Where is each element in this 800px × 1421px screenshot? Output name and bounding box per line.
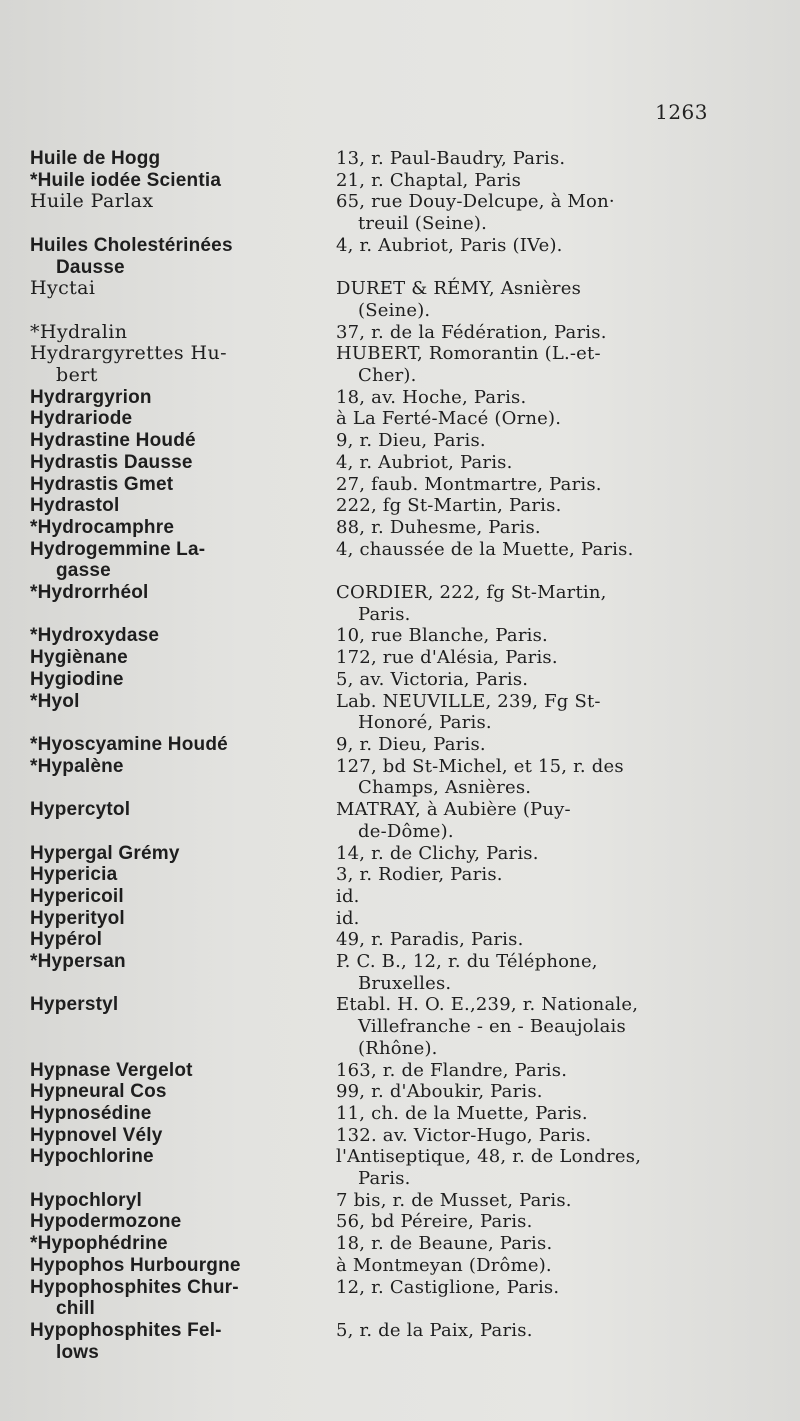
list-item (30, 669, 800, 691)
manufacturer-address (328, 1081, 702, 1103)
product-name-text: Huile Parlax (30, 190, 154, 213)
manufacturer-address (328, 994, 702, 1059)
product-name (30, 886, 328, 908)
product-name-continuation: bert (56, 364, 98, 387)
manufacturer-address (328, 343, 702, 386)
entry-list (30, 148, 800, 1363)
list-item (30, 843, 800, 865)
manufacturer-address (328, 734, 702, 756)
product-name-text: Hydrastine Houdé (30, 430, 196, 452)
manufacturer-address (328, 669, 702, 691)
manufacturer-address (328, 278, 702, 321)
address-continuation: Paris. (358, 603, 411, 625)
address-text: 56, bd Péreire, Paris. (336, 1211, 533, 1233)
product-name (30, 1125, 328, 1147)
product-name (30, 517, 328, 539)
manufacturer-address (328, 452, 702, 474)
manufacturer-address (328, 951, 702, 994)
address-text: 163, r. de Flandre, Paris. (336, 1059, 568, 1081)
list-item (30, 517, 800, 539)
list-item (30, 343, 800, 386)
product-name-continuation: gasse (56, 560, 111, 582)
address-continuation: (Seine). (358, 299, 431, 321)
product-name (30, 908, 328, 930)
address-continuation: Honoré, Paris. (358, 712, 492, 734)
list-item (30, 582, 800, 625)
address-text: 9, r. Dieu, Paris. (336, 733, 486, 755)
product-name-text: Hypnovel Vély (30, 1124, 163, 1146)
product-name (30, 1233, 328, 1255)
product-name-text: *Hydralin (30, 320, 128, 343)
manufacturer-address (328, 1277, 702, 1299)
address-text: 9, r. Dieu, Paris. (336, 430, 486, 452)
list-item (30, 756, 800, 799)
manufacturer-address (328, 474, 702, 496)
address-text: 12, r. Castiglione, Paris. (336, 1276, 560, 1298)
product-name (30, 864, 328, 886)
manufacturer-address (328, 843, 702, 865)
product-name-text: *Hypalène (30, 755, 124, 777)
manufacturer-address (328, 582, 702, 625)
manufacturer-address (328, 1146, 702, 1189)
product-name (30, 669, 328, 691)
product-name-text: *Hydroxydase (30, 625, 160, 647)
manufacturer-address (328, 1320, 702, 1342)
address-text: 37, r. de la Fédération, Paris. (336, 321, 607, 343)
address-text: 14, r. de Clichy, Paris. (336, 842, 539, 864)
product-name-text: Hydrastis Dausse (30, 451, 193, 473)
manufacturer-address (328, 1103, 702, 1125)
product-name (30, 1103, 328, 1125)
product-name (30, 625, 328, 647)
manufacturer-address (328, 408, 702, 430)
product-name (30, 951, 328, 973)
product-name (30, 170, 328, 192)
address-text: 11, ch. de la Muette, Paris. (336, 1102, 588, 1124)
list-item (30, 474, 800, 496)
manufacturer-address (328, 539, 702, 561)
list-item (30, 1125, 800, 1147)
address-continuation: Paris. (358, 1168, 411, 1190)
product-name-text: Hypnosédine (30, 1102, 152, 1124)
manufacturer-address (328, 322, 702, 344)
product-name-text: *Hypophédrine (30, 1233, 168, 1255)
address-continuation: (Rhône). (358, 1037, 438, 1059)
product-name-continuation: chill (56, 1298, 96, 1320)
address-continuation: de-Dôme). (358, 820, 454, 842)
manufacturer-address (328, 170, 702, 192)
manufacturer-address (328, 495, 702, 517)
product-name-continuation: lows (56, 1341, 100, 1363)
list-item (30, 864, 800, 886)
address-text: 4, r. Aubriot, Paris. (336, 451, 513, 473)
address-text: 127, bd St-Michel, et 15, r. des (336, 755, 624, 777)
manufacturer-address (328, 1190, 702, 1212)
manufacturer-address (328, 864, 702, 886)
address-text: DURET & RÉMY, Asnières (336, 278, 582, 300)
list-item (30, 647, 800, 669)
product-name (30, 647, 328, 669)
address-text: 88, r. Duhesme, Paris. (336, 516, 541, 538)
manufacturer-address (328, 1125, 702, 1147)
product-name (30, 1277, 328, 1320)
address-text: id. (336, 907, 360, 929)
address-text: 18, r. de Beaune, Paris. (336, 1233, 553, 1255)
product-name (30, 474, 328, 496)
list-item (30, 1277, 800, 1320)
product-name (30, 1081, 328, 1103)
product-name (30, 1060, 328, 1082)
list-item (30, 734, 800, 756)
product-name (30, 1255, 328, 1277)
address-text: 5, r. de la Paix, Paris. (336, 1319, 533, 1341)
list-item (30, 387, 800, 409)
product-name-text: Hydrogemmine La- (30, 538, 206, 560)
product-name-text: *Hydrocamphre (30, 516, 175, 538)
manufacturer-address (328, 929, 702, 951)
product-name-text: Hyctai (30, 277, 96, 300)
product-name (30, 582, 328, 604)
manufacturer-address (328, 647, 702, 669)
address-text: 99, r. d'Aboukir, Paris. (336, 1081, 543, 1103)
product-name (30, 799, 328, 821)
page-number: 1263 (655, 100, 708, 124)
list-item (30, 1146, 800, 1189)
product-name-text: *Huile iodée Scientia (30, 169, 222, 191)
product-name-text: Hyperityol (30, 907, 125, 929)
address-continuation: Cher). (358, 365, 417, 387)
list-item (30, 278, 800, 321)
address-text: 4, chaussée de la Muette, Paris. (336, 538, 634, 560)
manufacturer-address (328, 1060, 702, 1082)
address-text: 172, rue d'Alésia, Paris. (336, 647, 558, 669)
product-name (30, 343, 328, 386)
list-item (30, 691, 800, 734)
address-text: 4, r. Aubriot, Paris (IVe). (336, 234, 563, 256)
product-name-text: Hyperstyl (30, 994, 119, 1016)
product-name (30, 691, 328, 713)
list-item (30, 539, 800, 582)
list-item (30, 1060, 800, 1082)
list-item (30, 994, 800, 1059)
list-item (30, 886, 800, 908)
address-text: 7 bis, r. de Musset, Paris. (336, 1189, 572, 1211)
list-item (30, 430, 800, 452)
product-name-text: Hypergal Grémy (30, 842, 180, 864)
list-item (30, 495, 800, 517)
list-item (30, 170, 800, 192)
manufacturer-address (328, 430, 702, 452)
product-name-text: Huiles Cholestérinées (30, 234, 233, 256)
product-name (30, 495, 328, 517)
list-item (30, 625, 800, 647)
product-name-text: Hypneural Cos (30, 1081, 167, 1103)
manufacturer-address (328, 1211, 702, 1233)
address-continuation: treuil (Seine). (358, 213, 488, 235)
product-name-text: *Hydrorrhéol (30, 582, 149, 604)
product-name-text: Hypochloryl (30, 1189, 142, 1211)
product-name-text: Hypophosphites Fel- (30, 1319, 222, 1341)
product-name (30, 408, 328, 430)
product-name-text: Hypercytol (30, 799, 131, 821)
list-item (30, 322, 800, 344)
address-continuation: Champs, Asnières. (358, 777, 532, 799)
address-text: 222, fg St-Martin, Paris. (336, 495, 562, 517)
product-name-continuation: Dausse (56, 256, 125, 278)
product-name-text: Hydrargyrion (30, 386, 152, 408)
list-item (30, 408, 800, 430)
address-text: id. (336, 885, 360, 907)
product-name-text: Hypnase Vergelot (30, 1059, 193, 1081)
address-text: 21, r. Chaptal, Paris (336, 169, 522, 191)
product-name-text: Hypericoil (30, 885, 124, 907)
list-item (30, 799, 800, 842)
product-name-text: Hypophosphites Chur- (30, 1276, 239, 1298)
manufacturer-address (328, 691, 702, 734)
list-item (30, 1320, 800, 1363)
product-name (30, 387, 328, 409)
address-text: 3, r. Rodier, Paris. (336, 864, 503, 886)
address-text: 27, faub. Montmartre, Paris. (336, 473, 602, 495)
address-text: 10, rue Blanche, Paris. (336, 625, 548, 647)
list-item (30, 1211, 800, 1233)
address-text: 13, r. Paul-Baudry, Paris. (336, 148, 566, 169)
product-name (30, 843, 328, 865)
product-name-text: *Hyoscyamine Houdé (30, 733, 228, 755)
manufacturer-address (328, 908, 702, 930)
manufacturer-address (328, 387, 702, 409)
product-name (30, 734, 328, 756)
manufacturer-address (328, 235, 702, 257)
list-item (30, 191, 800, 234)
product-name-text: Hydrastol (30, 495, 120, 517)
address-text: à Montmeyan (Drôme). (336, 1254, 552, 1276)
manufacturer-address (328, 886, 702, 908)
product-name-text: Hygiodine (30, 668, 124, 690)
list-item (30, 148, 800, 170)
manufacturer-address (328, 625, 702, 647)
manufacturer-address (328, 148, 702, 170)
list-item (30, 1103, 800, 1125)
manufacturer-address (328, 799, 702, 842)
manufacturer-address (328, 517, 702, 539)
product-name (30, 1211, 328, 1233)
address-text: 65, rue Douy-Delcupe, à Mon· (336, 191, 615, 213)
manufacturer-address (328, 1255, 702, 1277)
product-name (30, 148, 328, 170)
manufacturer-address (328, 1233, 702, 1255)
address-text: l'Antiseptique, 48, r. de Londres, (336, 1146, 642, 1168)
address-continuation: Villefranche - en - Beaujolais (358, 1016, 626, 1038)
address-text: 132. av. Victor-Hugo, Paris. (336, 1124, 592, 1146)
product-name (30, 278, 328, 300)
address-text: HUBERT, Romorantin (L.-et- (336, 343, 601, 365)
manufacturer-address (328, 191, 702, 234)
product-name (30, 994, 328, 1016)
product-name (30, 235, 328, 278)
product-name-text: Hypochlorine (30, 1146, 154, 1168)
product-name-text: Hydrargyrettes Hu- (30, 342, 227, 365)
manufacturer-address (328, 756, 702, 799)
list-item (30, 908, 800, 930)
product-name (30, 430, 328, 452)
list-item (30, 1081, 800, 1103)
list-item (30, 1190, 800, 1212)
product-name (30, 756, 328, 778)
product-name (30, 1190, 328, 1212)
product-name-text: Hydrariode (30, 408, 133, 430)
address-text: MATRAY, à Aubière (Puy- (336, 799, 571, 821)
product-name-text: Hydrastis Gmet (30, 473, 174, 495)
list-item (30, 951, 800, 994)
list-item (30, 1255, 800, 1277)
product-name (30, 322, 328, 344)
address-continuation: Bruxelles. (358, 972, 452, 994)
product-name (30, 929, 328, 951)
product-name (30, 191, 328, 213)
address-text: CORDIER, 222, fg St-Martin, (336, 582, 607, 604)
list-item (30, 929, 800, 951)
address-text: P. C. B., 12, r. du Téléphone, (336, 951, 598, 973)
product-name-text: Hypodermozone (30, 1211, 182, 1233)
address-text: Lab. NEUVILLE, 239, Fg St- (336, 690, 601, 712)
address-text: 5, av. Victoria, Paris. (336, 668, 529, 690)
product-name-text: Hypophos Hurbourgne (30, 1254, 241, 1276)
list-item (30, 235, 800, 278)
product-name-text: Hypericia (30, 864, 118, 886)
list-item (30, 1233, 800, 1255)
address-text: Etabl. H. O. E.,239, r. Nationale, (336, 994, 639, 1016)
product-name (30, 1146, 328, 1168)
product-name-text: Huile de Hogg (30, 148, 161, 169)
list-item (30, 452, 800, 474)
product-name-text: *Hyol (30, 690, 80, 712)
product-name (30, 539, 328, 582)
address-text: à La Ferté-Macé (Orne). (336, 408, 562, 430)
product-name (30, 1320, 328, 1363)
product-name (30, 452, 328, 474)
product-name-text: *Hypersan (30, 951, 126, 973)
product-name-text: Hygiènane (30, 647, 128, 669)
address-text: 49, r. Paradis, Paris. (336, 929, 524, 951)
address-text: 18, av. Hoche, Paris. (336, 386, 527, 408)
product-name-text: Hypérol (30, 929, 103, 951)
